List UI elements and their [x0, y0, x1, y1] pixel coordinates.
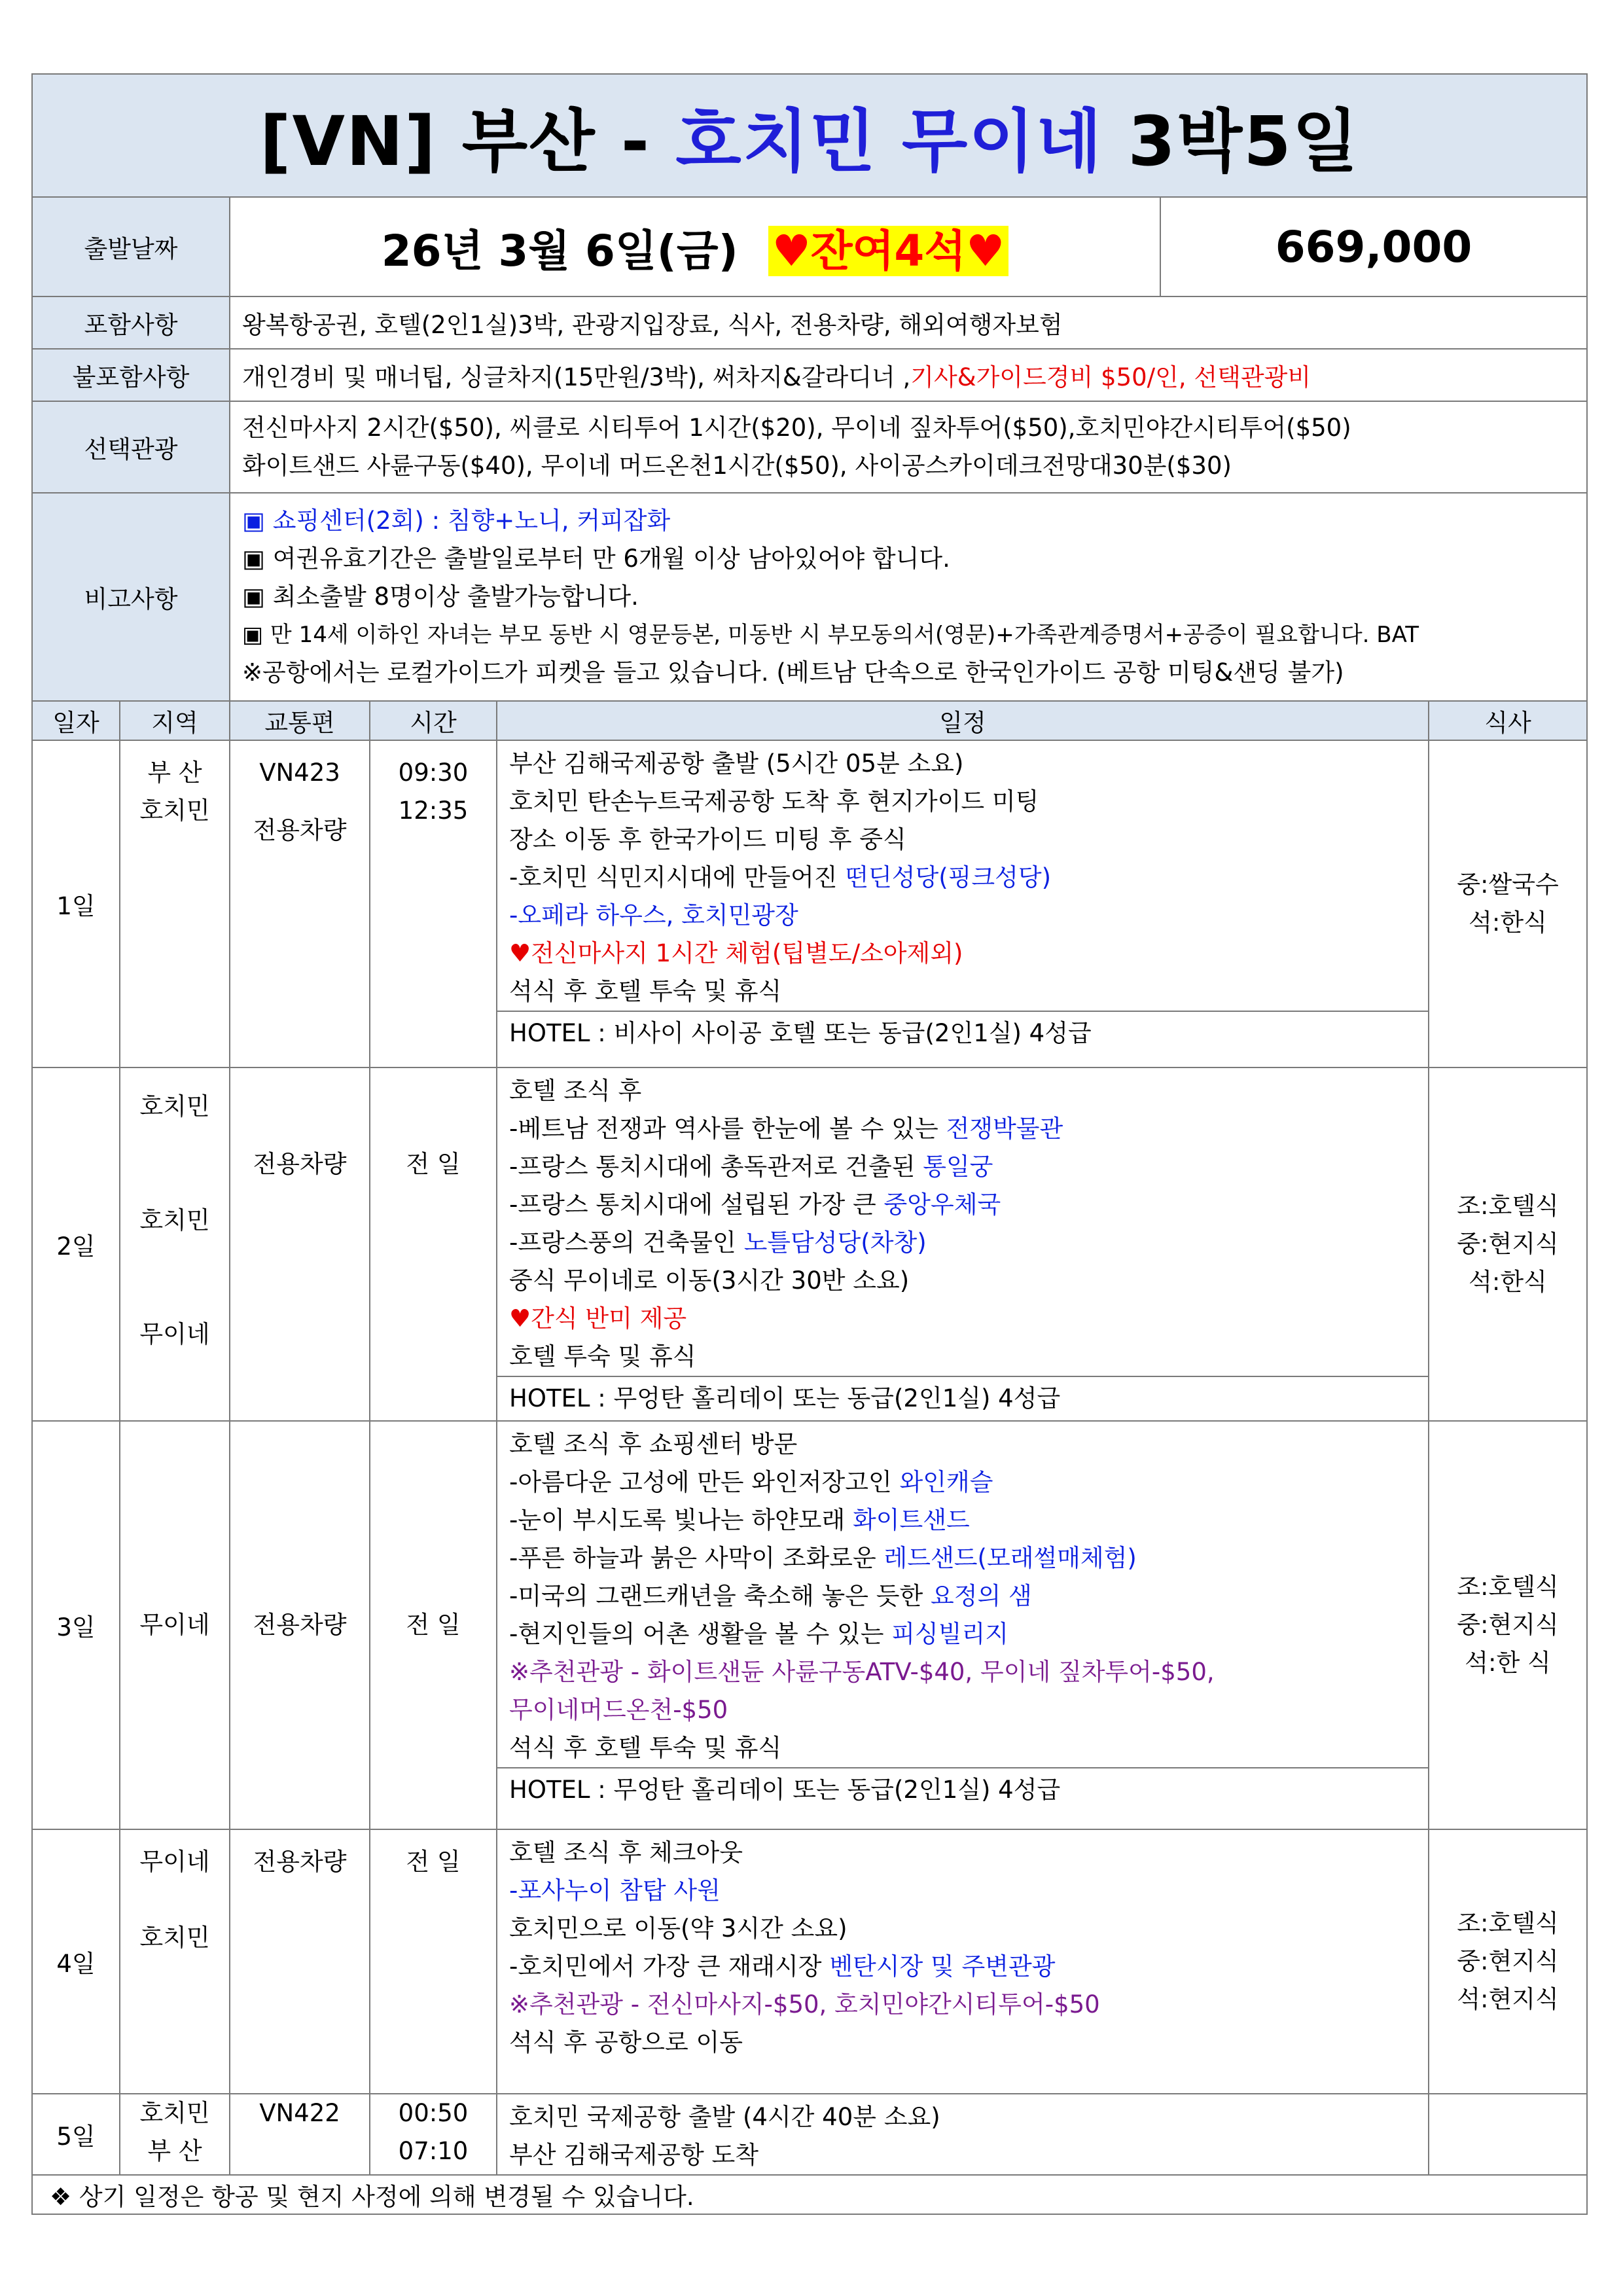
region-name: 무이네 [139, 1320, 210, 1348]
day-transport [230, 1067, 370, 1421]
schedule-line: -오페라 하우스, 호치민광장 [509, 901, 798, 929]
schedule-line: 석식 후 호텔 투숙 및 휴식 [509, 977, 782, 1005]
hotel-info: HOTEL : 비사이 사이공 호텔 또는 동급(2인1실) 4성급 [497, 1011, 1428, 1055]
time-value: 전 일 [406, 1611, 461, 1639]
day-time [370, 1067, 497, 1421]
page-title: [VN] 부산 - 호치민 무이네 3박5일 [32, 74, 1587, 197]
schedule-line: 석식 후 호텔 투숙 및 휴식 [509, 1734, 782, 1762]
time-value: 07:10 [398, 2137, 469, 2165]
meal-item: 중:현지식 [1457, 1230, 1559, 1258]
included-text: 왕복항공권, 호텔(2인1실)3박, 관광지입장료, 식사, 전용차량, 해외여행자보험 [230, 296, 1587, 349]
day-region [120, 1067, 230, 1421]
day-time [370, 1829, 497, 2094]
day-transport [230, 2094, 370, 2175]
price: 669,000 [1160, 197, 1587, 296]
meal-item: 조:호텔식 [1457, 1573, 1559, 1601]
meal-item: 조:호텔식 [1457, 1192, 1559, 1220]
remarks-label: 비고사항 [32, 493, 230, 701]
seats-badge: ♥잔여4석♥ [768, 226, 1009, 276]
time-value: 전 일 [406, 1150, 461, 1178]
schedule-line: 부산 김해국제공항 출발 (5시간 05분 소요) [509, 749, 964, 778]
day-row [32, 2094, 1587, 2175]
col-time: 시간 [370, 701, 497, 740]
meal-item: 중:현지식 [1457, 1611, 1559, 1639]
meal-item: 석:한식 [1469, 908, 1547, 937]
itinerary-document [31, 73, 1586, 2225]
title-highlight: 호치민 무이네 [675, 101, 1103, 181]
region-name: 호치민 [139, 1206, 210, 1234]
region-name: 호치민 [139, 797, 210, 825]
meal-item: 석:한 식 [1465, 1649, 1551, 1677]
schedule-line: -호치민 식민지시대에 만들어진 떤딘성당(핑크성당) [509, 863, 1052, 891]
day-meal [1429, 1829, 1587, 2094]
transport-name: 전용차량 [253, 816, 347, 844]
schedule-line: ※추천관광 - 전신마사지-$50, 호치민야간시티투어-$50 [509, 1990, 1100, 2018]
schedule-line: -현지인들의 어촌 생활을 볼 수 있는 피싱빌리지 [509, 1620, 1009, 1648]
day-region [120, 740, 230, 1067]
schedule-line: -프랑스 통치시대에 설립된 가장 큰 중앙우체국 [509, 1191, 1001, 1219]
region-name: 호치민 [139, 1924, 210, 1952]
day-region [120, 1421, 230, 1829]
col-schedule: 일정 [497, 701, 1429, 740]
day-row [32, 1421, 1587, 1829]
schedule-line: 부산 김해국제공항 도착 [509, 2141, 758, 2169]
schedule-line: -눈이 부시도록 빛나는 하얀모래 화이트샌드 [509, 1506, 970, 1534]
region-name: 부 산 [147, 2137, 202, 2165]
region-name: 부 산 [147, 759, 202, 787]
schedule-line: -아름다운 고성에 만든 와인저장고인 와인캐슬 [509, 1468, 993, 1496]
day-schedule [497, 1067, 1429, 1421]
day-meal [1429, 740, 1587, 1067]
schedule-line: ♥간식 반미 제공 [509, 1304, 687, 1333]
schedule-header [32, 701, 1587, 740]
day-transport [230, 1829, 370, 2094]
schedule-line: 석식 후 공항으로 이동 [509, 2028, 743, 2056]
day-label: 1일 [32, 740, 120, 1067]
hotel-info: HOTEL : 무엉탄 홀리데이 또는 동급(2인1실) 4성급 [497, 1376, 1428, 1420]
day-label: 3일 [32, 1421, 120, 1829]
departure-label: 출발날짜 [32, 197, 230, 296]
day-schedule [497, 2094, 1429, 2175]
schedule-line: 호치민 국제공항 출발 (4시간 40분 소요) [509, 2103, 940, 2131]
day-transport [230, 1421, 370, 1829]
day-row [32, 740, 1587, 1067]
excluded-text: 개인경비 및 매너팁, 싱글차지(15만원/3박), 써차지&갈라디너 ,기사&가이드경비 $50/인, 선택관광비 [230, 349, 1587, 401]
region-name: 무이네 [139, 1611, 210, 1639]
meal-item: 중:현지식 [1457, 1947, 1559, 1975]
optional-text: 전신마사지 2시간($50), 씨클로 시티투어 1시간($20), 무이네 짚차투어($50),호치민야간시티투어($50) 화이트샌드 사륜구동($40), 무이네 머드온천1시간($50), 사이공스카이데크전망대30분($30) [230, 401, 1587, 493]
day-transport [230, 740, 370, 1067]
region-name: 호치민 [139, 2099, 210, 2127]
excluded-label: 불포함사항 [32, 349, 230, 401]
summary-table [31, 73, 1588, 702]
schedule-line: -포사누이 참탑 사원 [509, 1876, 721, 1905]
day-time [370, 740, 497, 1067]
region-name: 호치민 [139, 1092, 210, 1121]
meal-item: 조:호텔식 [1457, 1909, 1559, 1937]
day-region [120, 1829, 230, 2094]
transport-name: 전용차량 [253, 1150, 347, 1178]
schedule-line: -푸른 하늘과 붉은 사막이 조화로운 레드샌드(모래썰매체험) [509, 1544, 1137, 1572]
time-value: 전 일 [406, 1848, 461, 1876]
schedule-line: 호텔 조식 후 체크아웃 [509, 1839, 743, 1867]
schedule-table [31, 700, 1588, 2215]
day-schedule [497, 1829, 1429, 2094]
schedule-line: 장소 이동 후 한국가이드 미팅 후 중식 [509, 825, 906, 853]
day-label: 4일 [32, 1829, 120, 2094]
day-time [370, 2094, 497, 2175]
col-transport: 교통편 [230, 701, 370, 740]
day-region [120, 2094, 230, 2175]
schedule-line: 무이네머드온천-$50 [509, 1696, 728, 1724]
footer-note: ❖ 상기 일정은 항공 및 현지 사정에 의해 변경될 수 있습니다. [32, 2175, 1587, 2214]
schedule-line: 호치민으로 이동(약 3시간 소요) [509, 1914, 847, 1943]
included-label: 포함사항 [32, 296, 230, 349]
col-region: 지역 [120, 701, 230, 740]
day-time [370, 1421, 497, 1829]
schedule-line: -미국의 그랜드캐년을 축소해 놓은 듯한 요정의 샘 [509, 1582, 1032, 1610]
remarks-text: ▣ 쇼핑센터(2회) : 침향+노니, 커피잡화 ▣ 여권유효기간은 출발일로부터 만 6개월 이상 남아있어야 합니다. ▣ 최소출발 8명이상 출발가능합니다. ▣ 만 14세 이하인 자녀는 부모 동반 시 영문등본, 미동반 시 부모동의서(영문)+가족관계증명서+공증이 필요합니다. BAT ※공항에서는 로컬가이드가 피켓을 들고 있습니다. (베트남 단속으로 한국인가이드 공항 미팅&샌딩 불가) [230, 493, 1587, 701]
region-name: 무이네 [139, 1848, 210, 1876]
meal-item: 석:현지식 [1457, 1985, 1559, 2013]
schedule-line: -프랑스 통치시대에 총독관저로 건출된 통일궁 [509, 1153, 993, 1181]
meal-item: 석:한식 [1469, 1268, 1547, 1296]
day-row [32, 1067, 1587, 1421]
time-value: 12:35 [398, 797, 469, 825]
schedule-line: 호텔 조식 후 쇼핑센터 방문 [509, 1430, 798, 1458]
schedule-line: 호텔 투숙 및 휴식 [509, 1342, 696, 1371]
day-meal [1429, 1421, 1587, 1829]
schedule-line: 중식 무이네로 이동(3시간 30반 소요) [509, 1266, 910, 1295]
schedule-line: 호텔 조식 후 [509, 1077, 642, 1105]
time-value: 09:30 [398, 759, 469, 787]
day-label: 2일 [32, 1067, 120, 1421]
day-row [32, 1829, 1587, 2094]
schedule-line: 호치민 탄손누트국제공항 도착 후 현지가이드 미팅 [509, 787, 1039, 816]
day-meal [1429, 2094, 1587, 2175]
transport-name: VN423 [259, 759, 340, 787]
schedule-line: -프랑스풍의 건축물인 노틀담성당(차창) [509, 1229, 927, 1257]
schedule-line: -베트남 전쟁과 역사를 한눈에 볼 수 있는 전쟁박물관 [509, 1115, 1063, 1143]
schedule-line: -호치민에서 가장 큰 재래시장 벤탄시장 및 주변관광 [509, 1952, 1056, 1981]
day-schedule [497, 740, 1429, 1067]
day-meal [1429, 1067, 1587, 1421]
time-value: 00:50 [398, 2099, 469, 2127]
departure-date: 26년 3월 6일(금) ♥잔여4석♥ [230, 197, 1160, 296]
hotel-info: HOTEL : 무엉탄 홀리데이 또는 동급(2인1실) 4성급 [497, 1767, 1428, 1812]
optional-label: 선택관광 [32, 401, 230, 493]
col-day: 일자 [32, 701, 120, 740]
transport-name: VN422 [259, 2099, 340, 2127]
schedule-line: ※추천관광 - 화이트샌듄 사륜구동ATV-$40, 무이네 짚차투어-$50, [509, 1658, 1215, 1686]
transport-name: 전용차량 [253, 1611, 347, 1639]
day-label: 5일 [32, 2094, 120, 2175]
col-meal: 식사 [1429, 701, 1587, 740]
transport-name: 전용차량 [253, 1848, 347, 1876]
day-schedule [497, 1421, 1429, 1829]
schedule-line: ♥전신마사지 1시간 체험(팁별도/소아제외) [509, 939, 963, 967]
meal-item: 중:쌀국수 [1457, 870, 1559, 899]
